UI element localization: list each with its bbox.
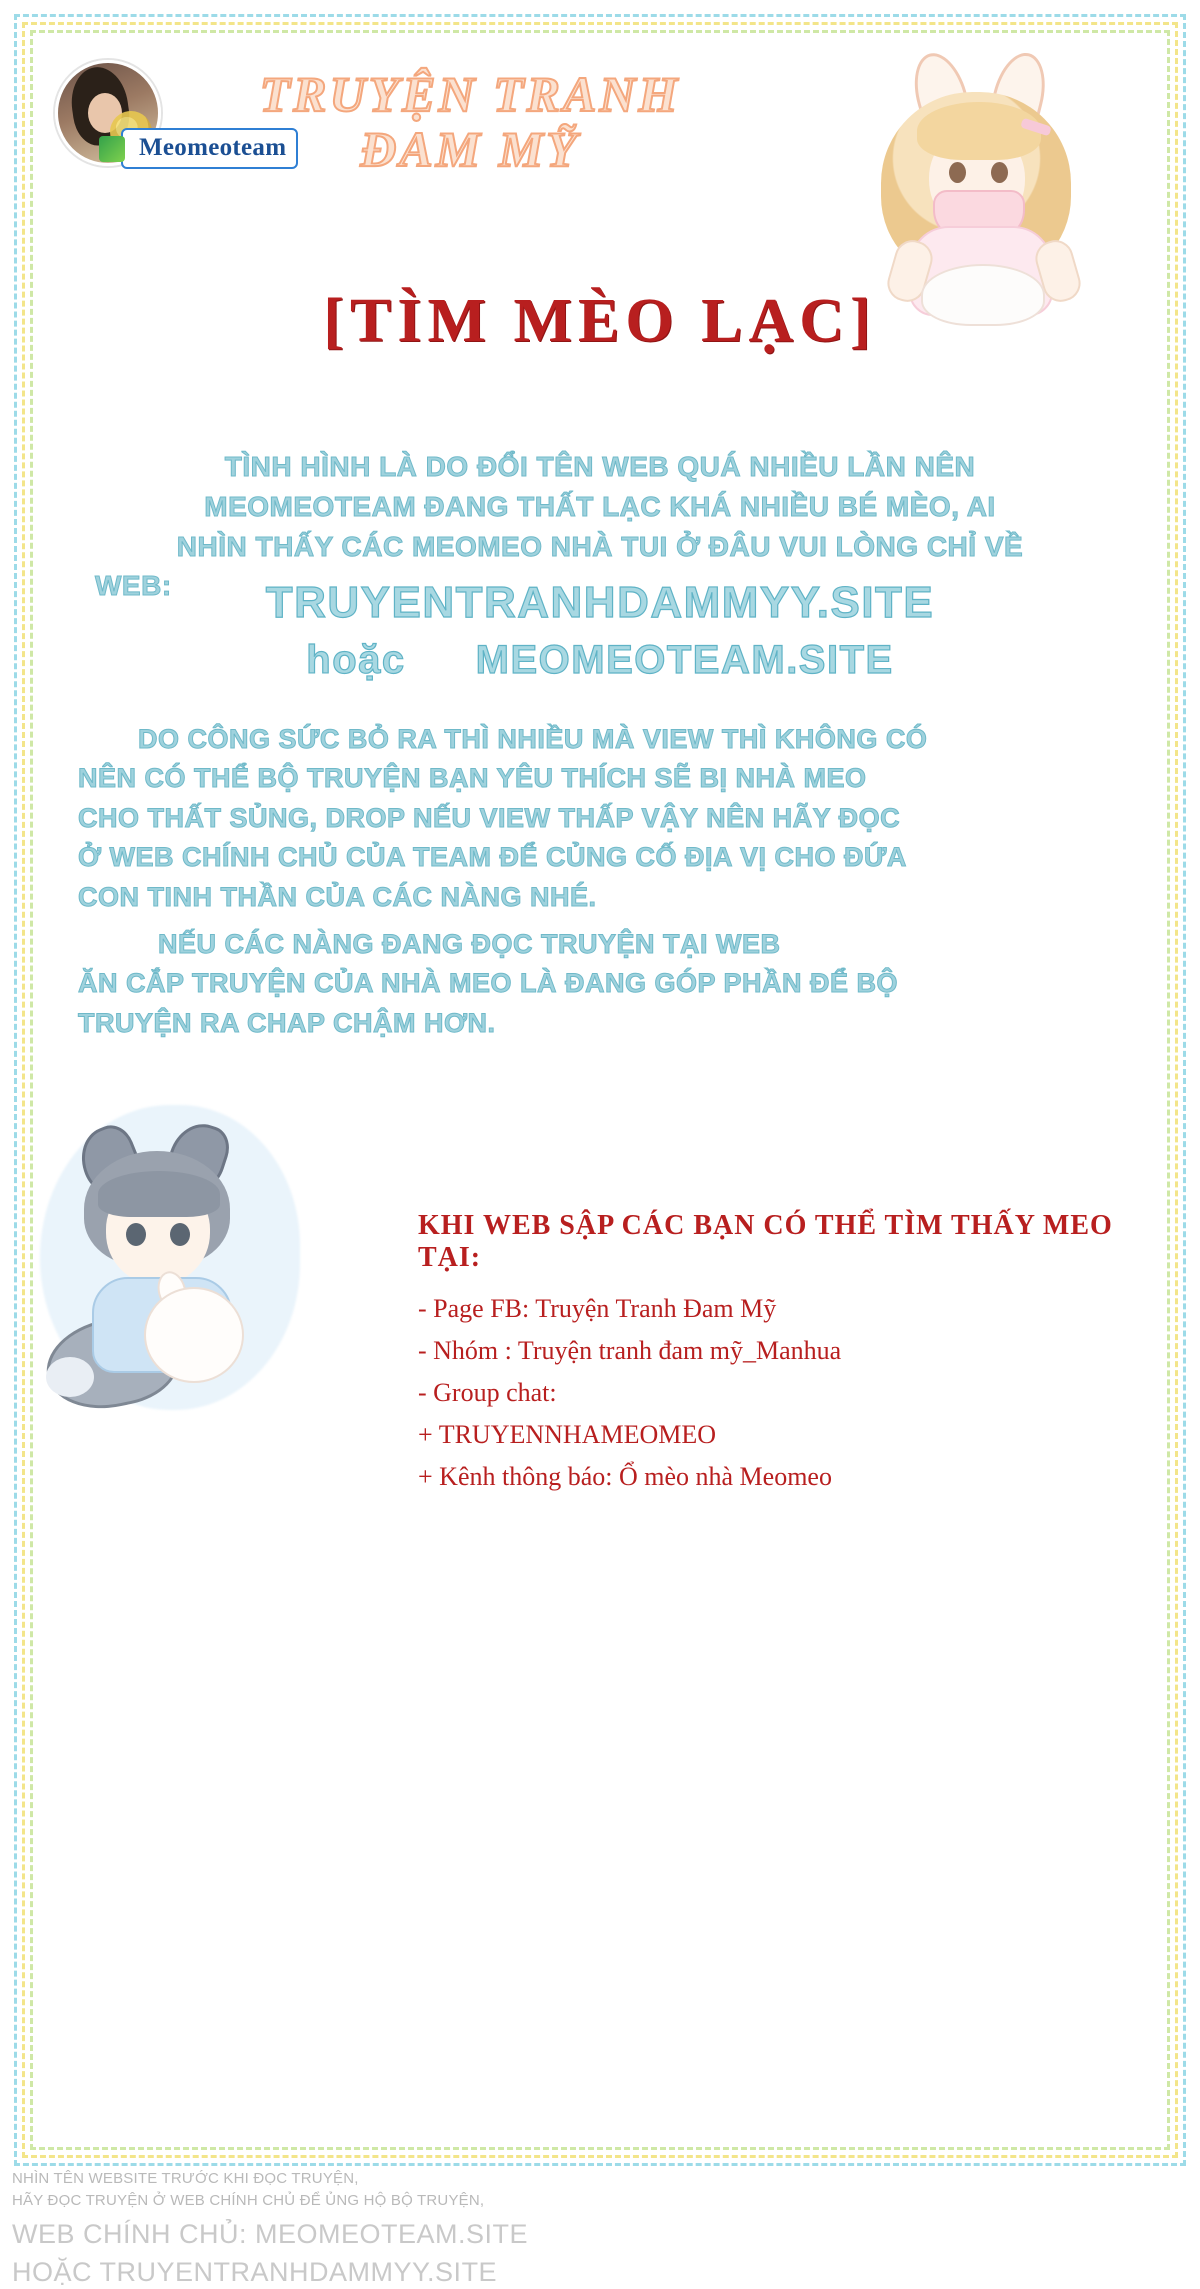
p3-line-1: NẾU CÁC NÀNG ĐANG ĐỌC TRUYỆN TẠI WEB — [158, 929, 781, 959]
contact-item-channel[interactable]: + Kênh thông báo: Ổ mèo nhà Meomeo — [418, 1462, 832, 1492]
p2-line-3: CHO THẤT SỦNG, DROP NẾU VIEW THẤP VẬY NÊN HÃY ĐỌC — [78, 802, 901, 833]
wolf-plush-toy — [144, 1287, 244, 1383]
p2-line-2: NÊN CÓ THỂ BỘ TRUYỆN BẠN YÊU THÍCH SẼ BỊ NHÀ MEO — [78, 763, 867, 794]
page-title — [210, 68, 730, 175]
contact-item-fb-page[interactable]: - Page FB: Truyện Tranh Đam Mỹ — [418, 1294, 777, 1323]
footer — [12, 2168, 1192, 2289]
footer-note-line-1: NHÌN TÊN WEBSITE TRƯỚC KHI ĐỌC TRUYỆN, — [12, 2170, 359, 2187]
footer-official-site[interactable]: WEB CHÍNH CHỦ: MEOMEOTEAM.SITE — [12, 2218, 529, 2249]
wolf-eye-right — [170, 1223, 190, 1246]
p1-line-4: WEB: — [95, 570, 172, 602]
girl-eye-right — [991, 162, 1008, 183]
p1-line-1: TÌNH HÌNH LÀ DO ĐỔI TÊN WEB QUÁ NHIỀU LẦN NÊN — [224, 451, 976, 482]
footer-note-line-2: HÃY ĐỌC TRUYỆN Ở WEB CHÍNH CHỦ ĐỂ ỦNG HỘ BỘ TRUYỆN, — [12, 2191, 485, 2209]
or-label: hoặc — [306, 638, 406, 682]
footer-alternate-site[interactable]: HOẶC TRUYENTRANHDAMMYY.SITE — [12, 2257, 498, 2288]
p2-line-5: CON TINH THẦN CỦA CÁC NÀNG NHÉ. — [78, 881, 597, 912]
paragraph-piracy-warning — [78, 925, 1128, 1043]
brand-line-2: ĐAM MỸ — [360, 120, 580, 177]
brand-line-1: TRUYỆN TRANH — [259, 66, 681, 122]
p1-line-2: MEOMEOTEAM ĐANG THẤT LẠC KHÁ NHIỀU BÉ MÈO, AI — [204, 490, 996, 522]
contact-item-group-chat-name[interactable]: + TRUYENNHAMEOMEO — [418, 1420, 717, 1450]
p1-line-3: NHÌN THẤY CÁC MEOMEO NHÀ TUI Ở ĐÂU VUI LÒNG CHỈ VỀ — [176, 530, 1024, 562]
girl-hair-front — [917, 102, 1041, 160]
paragraph-support-note — [78, 720, 1128, 917]
wolf-boy-illustration — [40, 1105, 300, 1410]
website-alternate[interactable]: MEOMEOTEAM.SITE — [475, 638, 894, 682]
header — [45, 40, 1155, 290]
wolf-eye-left — [126, 1223, 146, 1246]
team-name-badge: Meomeoteam — [121, 128, 298, 169]
contact-item-group[interactable]: - Nhóm : Truyện tranh đam mỹ_Manhua — [418, 1336, 842, 1366]
p3-line-3: TRUYỆN RA CHAP CHẬM HƠN. — [78, 1007, 496, 1038]
girl-eye-left — [949, 162, 966, 183]
wolf-fringe — [98, 1171, 220, 1217]
contact-title: KHI WEB SẬP CÁC BẠN CÓ THỂ TÌM THẤY MEO TẠI: — [418, 1210, 1113, 1273]
website-alternate-row — [0, 638, 1200, 683]
p2-line-4: Ở WEB CHÍNH CHỦ CỦA TEAM ĐỂ CỦNG CỐ ĐỊA VỊ CHO ĐỨA — [78, 842, 907, 873]
p2-line-1: DO CÔNG SỨC BỎ RA THÌ NHIỀU MÀ VIEW THÌ KHÔNG CÓ — [138, 724, 928, 754]
p3-line-2: ĂN CẮP TRUYỆN CỦA NHÀ MEO LÀ ĐANG GÓP PHẦN ĐỂ BỘ — [78, 968, 899, 999]
wolf-tail-tip — [46, 1357, 94, 1397]
girl-character-illustration — [825, 50, 1135, 320]
contact-section — [418, 1210, 1118, 1499]
website-primary[interactable]: TRUYENTRANHDAMMYY.SITE — [265, 578, 935, 627]
headline: [TÌM MÈO LẠC] — [323, 287, 877, 355]
contact-item-group-chat-label: - Group chat: — [418, 1378, 557, 1408]
